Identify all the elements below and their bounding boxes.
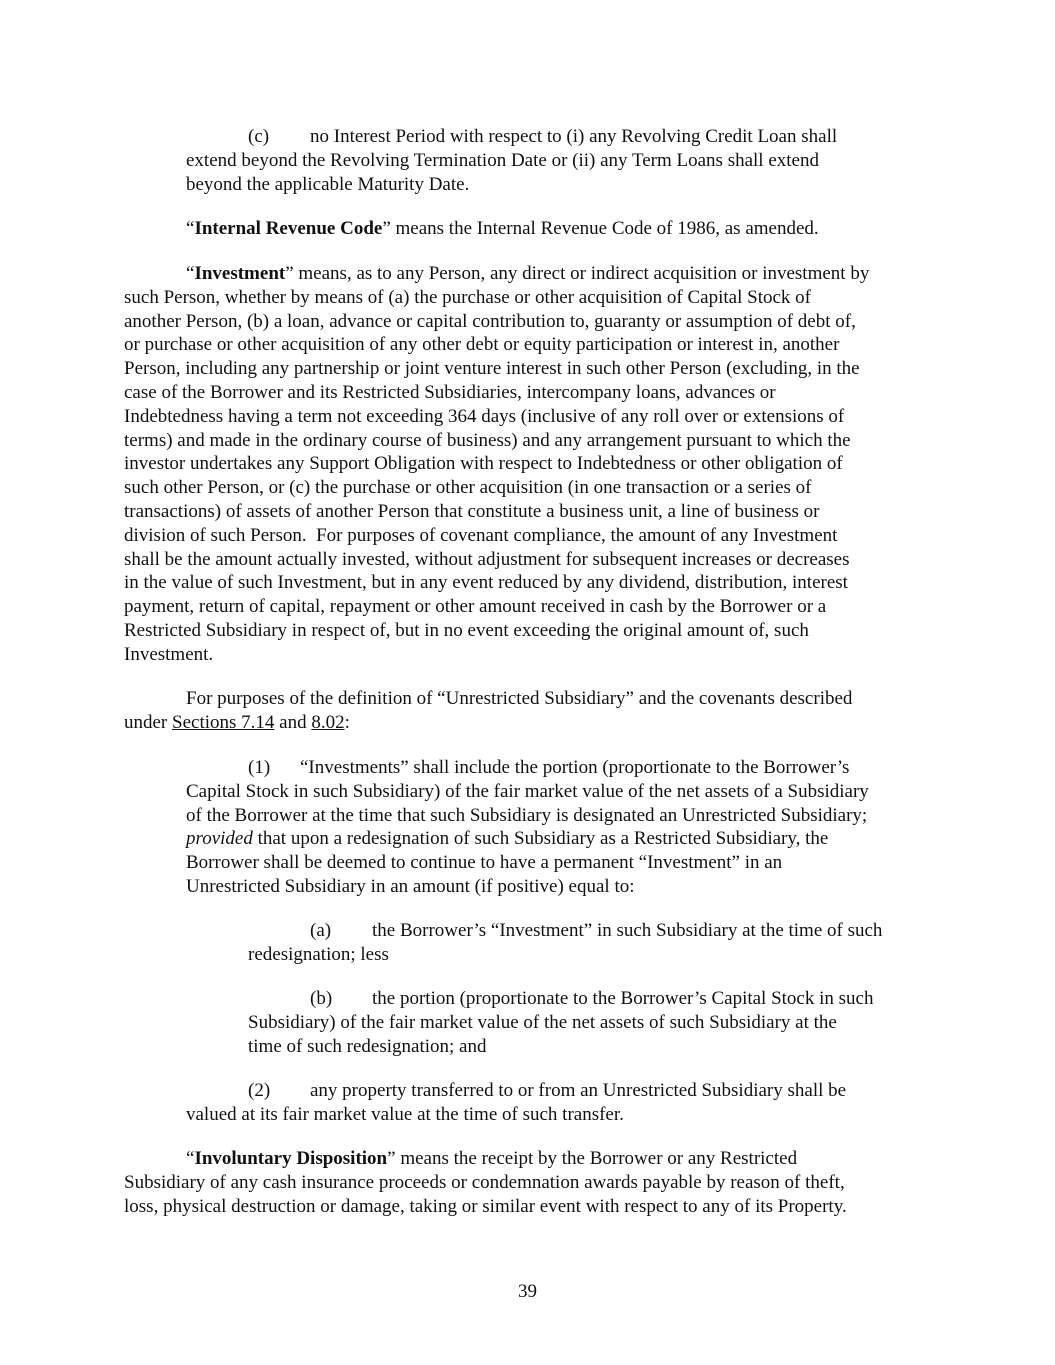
investment-line: in the value of such Investment, but in any event reduced by any dividend, distribution, interest (124, 572, 848, 594)
purposes-line-1: For purposes of the definition of “Unrestricted Subsidiary” and the covenants described (186, 688, 853, 709)
sub-item-a-line-2: redesignation; less (248, 943, 389, 965)
sub-item-b-marker: (b) (310, 988, 333, 1009)
investment-line: Indebtedness having a term not exceeding 364 days (inclusive of any roll over or extensions of (124, 405, 845, 427)
sub-item-a (248, 919, 930, 967)
investment-line: shall be the amount actually invested, without adjustment for subsequent increases or decreases (124, 548, 850, 570)
sub-item-b-line-1: (b) the portion (proportionate to the Borrower’s Capital Stock in such (310, 988, 874, 1009)
investment-line: “Investment” means, as to any Person, any direct or indirect acquisition or investment by (186, 263, 870, 284)
definition-involuntary-disposition (124, 1147, 930, 1218)
sub-item-b (248, 987, 930, 1058)
item-1-line-4: provided that upon a redesignation of such Subsidiary as a Restricted Subsidiary, the (186, 828, 829, 850)
investment-line: such other Person, or (c) the purchase or other acquisition (in one transaction or a series of (124, 477, 812, 499)
purposes-paragraph (124, 687, 930, 735)
page-number: 39 (518, 1281, 537, 1302)
item-1-line-1: (1) “Investments” shall include the portion (proportionate to the Borrower’s (248, 757, 850, 778)
item-1-line-6: Unrestricted Subsidiary in an amount (if positive) equal to: (186, 875, 635, 897)
item-1 (186, 756, 930, 899)
section-7-14-link[interactable]: Sections 7.14 (172, 711, 275, 733)
investment-line: or purchase or other acquisition of any other debt or equity participation or interest in, another (124, 334, 840, 356)
definition-investment (124, 262, 930, 667)
investment-line: another Person, (b) a loan, advance or capital contribution to, guaranty or assumption of debt of, (124, 310, 856, 332)
item-2-line-1: (2) any property transferred to or from an Unrestricted Subsidiary shall be (248, 1080, 847, 1101)
investment-line: division of such Person. For purposes of covenant compliance, the amount of any Investment (124, 524, 838, 546)
defined-term-involuntary-disposition: Involuntary Disposition (194, 1148, 388, 1169)
item-2-line-2: valued at its fair market value at the time of such transfer. (186, 1103, 624, 1125)
sub-item-b-line-2: Subsidiary) of the fair market value of the net assets of such Subsidiary at the (248, 1011, 837, 1033)
clause-c-line-3: beyond the applicable Maturity Date. (186, 173, 470, 195)
clause-c-line-2: extend beyond the Revolving Termination Date or (ii) any Term Loans shall extend (186, 149, 819, 171)
item-2 (186, 1079, 930, 1127)
clause-c-line-1: (c) no Interest Period with respect to (i) any Revolving Credit Loan shall (248, 126, 838, 147)
sub-item-b-line-3: time of such redesignation; and (248, 1035, 487, 1057)
item-1-marker: (1) (248, 757, 271, 778)
item-1-line-3: of the Borrower at the time that such Subsidiary is designated an Unrestricted Subsidiary; (186, 804, 868, 826)
section-8-02-link[interactable]: 8.02 (311, 711, 345, 733)
investment-line: case of the Borrower and its Restricted Subsidiaries, intercompany loans, advances or (124, 381, 776, 403)
investment-line: such Person, whether by means of (a) the purchase or other acquisition of Capital Stock of (124, 286, 811, 308)
item-2-marker: (2) (248, 1080, 271, 1101)
defined-term-investment: Investment (194, 263, 286, 284)
involuntary-line-2: Subsidiary of any cash insurance proceeds or condemnation awards payable by reason of theft, (124, 1171, 845, 1193)
sub-item-a-marker: (a) (310, 920, 332, 941)
investment-line: Restricted Subsidiary in respect of, but in no event exceeding the original amount of, such (124, 619, 809, 641)
involuntary-line-1: “Involuntary Disposition” means the receipt by the Borrower or any Restricted (186, 1148, 798, 1169)
investment-line: Investment. (124, 643, 214, 665)
investment-line: investor undertakes any Support Obligation with respect to Indebtedness or other obligation of (124, 453, 843, 475)
provided-term: provided (186, 828, 253, 850)
item-1-line-5: Borrower shall be deemed to continue to have a permanent “Investment” in an (186, 852, 783, 874)
investment-line: payment, return of capital, repayment or other amount received in cash by the Borrower or a (124, 596, 827, 618)
investment-line: transactions) of assets of another Person that constitute a business unit, a line of business or (124, 500, 820, 522)
clause-c (186, 125, 930, 196)
investment-line: terms) and made in the ordinary course of business) and any arrangement pursuant to which the (124, 429, 851, 451)
definition-internal-revenue-code: “Internal Revenue Code” means the Internal Revenue Code of 1986, as amended. (186, 218, 819, 239)
sub-item-a-line-1: (a) the Borrower’s “Investment” in such Subsidiary at the time of such (310, 920, 883, 941)
item-1-line-2: Capital Stock in such Subsidiary) of the fair market value of the net assets of a Subsidiary (186, 780, 869, 802)
investment-line: Person, including any partnership or joint venture interest in such other Person (excluding, in the (124, 358, 860, 380)
defined-term-internal-revenue-code: Internal Revenue Code (194, 218, 383, 239)
clause-c-marker: (c) (248, 126, 270, 147)
purposes-line-2: under Sections 7.14 and 8.02: (124, 711, 350, 733)
involuntary-line-3: loss, physical destruction or damage, taking or similar event with respect to any of its Property. (124, 1195, 847, 1217)
